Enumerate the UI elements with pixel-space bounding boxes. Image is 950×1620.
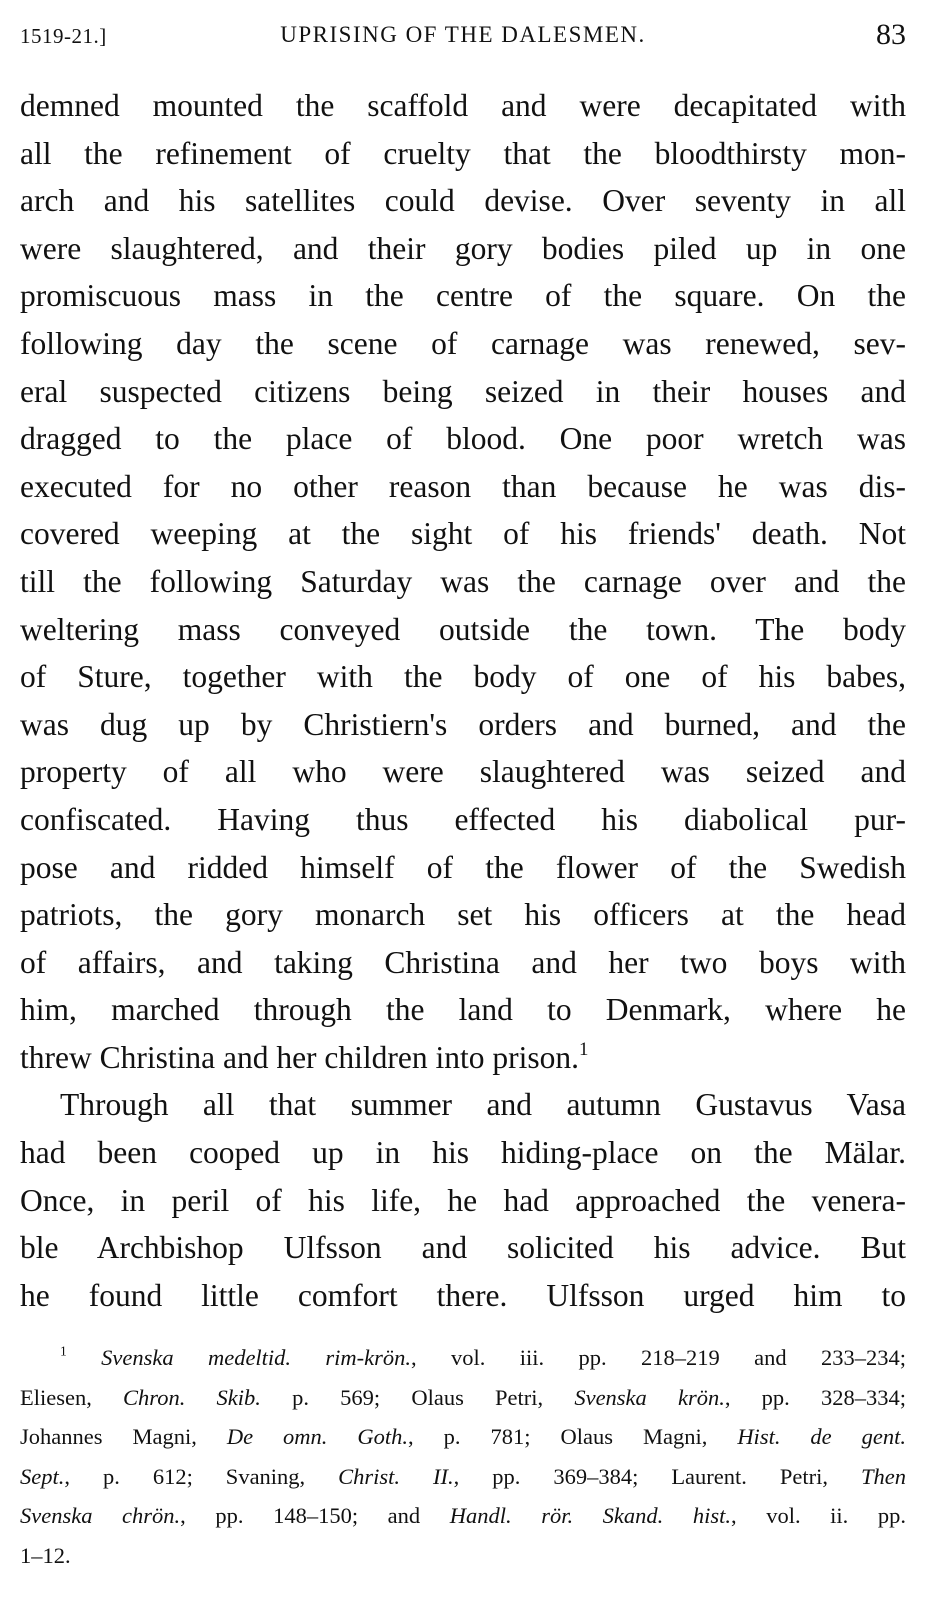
footnote-reference: 1	[579, 1038, 589, 1060]
citation-title: Sept.	[20, 1463, 65, 1489]
citation-title: Svenska medeltid. rim-krön.	[101, 1345, 412, 1370]
citation-text: , p. 781; Olaus Magni,	[408, 1424, 738, 1449]
header-date-range: 1519-21.]	[20, 24, 107, 48]
body-line-text: threw Christina and her children into prison.	[20, 1039, 580, 1075]
body-line: covered weeping at the sight of his friends' death. Not	[20, 516, 906, 552]
citation-title: Hist. de gent.	[737, 1424, 907, 1449]
citation-text: , vol. ii. pp.	[731, 1503, 906, 1528]
body-line: of affairs, and taking Christina and her two boys with	[20, 944, 906, 980]
body-line: all the refinement of cruelty that the bloodthirsty mon-	[20, 135, 906, 171]
citation-text: 1–12.	[20, 1542, 71, 1568]
citation-text: Eliesen,	[20, 1384, 124, 1410]
header-page-number: 83	[876, 18, 906, 51]
body-line: weltering mass conveyed outside the town. The body	[20, 611, 906, 647]
citation-title: Then	[860, 1463, 906, 1489]
body-line: dragged to the place of blood. One poor wretch was	[20, 421, 906, 457]
body-line: Once, in peril of his life, he had approached the venera-	[20, 1182, 906, 1218]
citation-title: Svenska krön.	[574, 1384, 725, 1410]
body-line: had been cooped up in his hiding-place on the Mälar.	[20, 1135, 906, 1171]
citation-text: p. 569; Olaus Petri,	[260, 1384, 575, 1410]
body-line: he found little comfort there. Ulfsson urged him to	[20, 1277, 906, 1313]
citation-text: , pp. 148–150; and	[180, 1503, 450, 1528]
body-line: executed for no other reason than because he was dis-	[20, 468, 906, 504]
body-line: ble Archbishop Ulfsson and solicited his advice. But	[20, 1230, 906, 1266]
footnote-line	[20, 1457, 906, 1497]
citation-title: De omn. Goth.	[226, 1424, 409, 1449]
citation-text: , p. 612; Svaning,	[64, 1463, 339, 1489]
citation-title: Handl. rör. Skand. hist.	[449, 1503, 731, 1528]
body-text	[20, 82, 906, 1319]
citation-text: Johannes Magni,	[20, 1424, 227, 1449]
footnote-line	[20, 1496, 906, 1536]
body-line: was dug up by Christiern's orders and burned, and the	[20, 706, 906, 742]
citation-text: , pp. 328–334;	[724, 1384, 906, 1410]
footnote-line	[20, 1338, 906, 1378]
body-line: him, marched through the land to Denmark, where he	[20, 992, 906, 1028]
header-running-title: UPRISING OF THE DALESMEN.	[280, 22, 646, 47]
citation-text: , vol. iii. pp. 218–219 and 233–234;	[411, 1345, 906, 1370]
body-line: patriots, the gory monarch set his officers at the head	[20, 897, 906, 933]
body-line: confiscated. Having thus effected his diabolical pur-	[20, 801, 906, 837]
body-line: were slaughtered, and their gory bodies piled up in one	[20, 230, 906, 266]
citation-title: Chron. Skib.	[123, 1384, 261, 1410]
footnote-line	[20, 1378, 906, 1418]
footnote-line	[20, 1536, 906, 1576]
body-line: eral suspected citizens being seized in their houses and	[20, 373, 906, 409]
body-line: demned mounted the scaffold and were decapitated with	[20, 88, 906, 123]
body-line: property of all who were slaughtered was seized and	[20, 754, 906, 790]
body-line: promiscuous mass in the centre of the square. On the	[20, 278, 906, 314]
body-line: pose and ridded himself of the flower of the Swedish	[20, 849, 906, 885]
footnote-marker: 1	[60, 1343, 67, 1359]
footnotes	[20, 1338, 906, 1575]
body-line: arch and his satellites could devise. Over seventy in all	[20, 183, 906, 219]
body-line-paragraph-start: Through all that summer and autumn Gustavus Vasa	[60, 1087, 906, 1123]
citation-text: , pp. 369–384; Laurent. Petri,	[453, 1463, 861, 1489]
book-page	[20, 0, 906, 1620]
body-line: of Sture, together with the body of one of his babes,	[20, 659, 906, 695]
body-line: till the following Saturday was the carnage over and the	[20, 563, 906, 599]
body-line: following day the scene of carnage was renewed, sev-	[20, 325, 906, 361]
citation-title: Christ. II.	[338, 1463, 454, 1489]
body-line-paragraph-end	[20, 1034, 906, 1082]
footnote-line	[20, 1417, 906, 1457]
running-header	[20, 18, 906, 54]
citation-title: Svenska chrön.	[20, 1503, 181, 1528]
